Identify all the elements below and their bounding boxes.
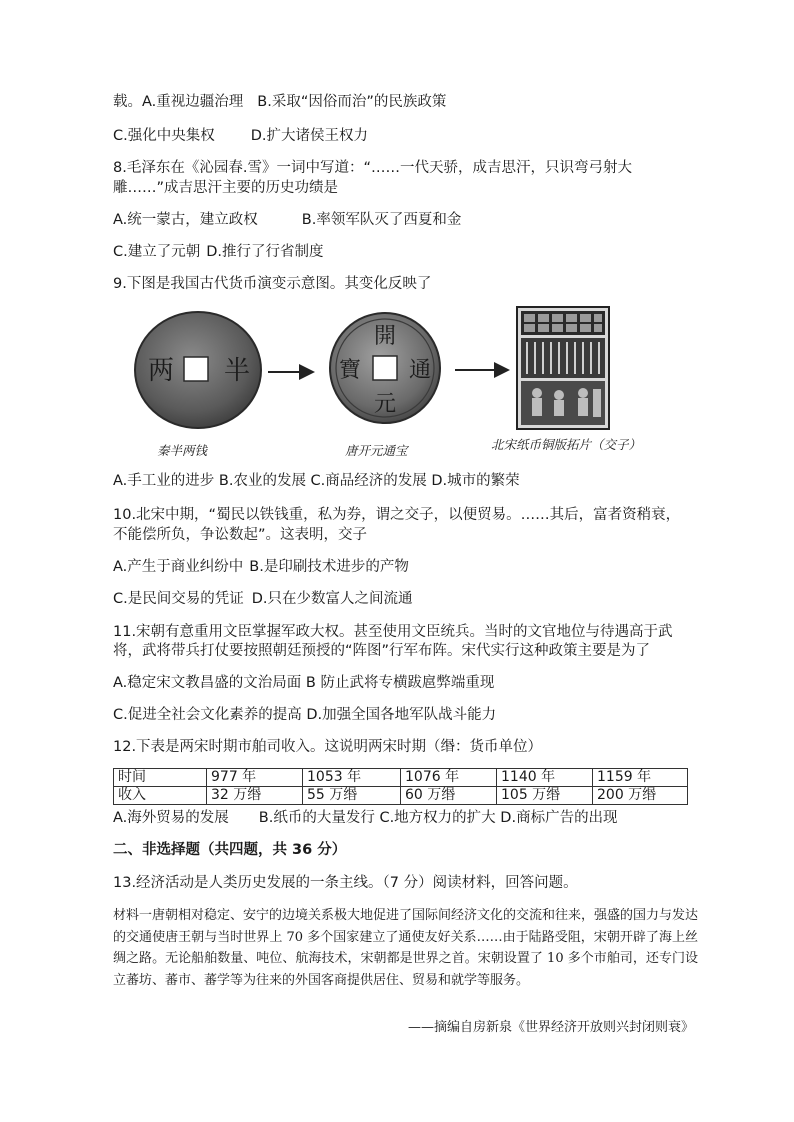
q13-material-source: ——摘编自房新泉《世界经济开放则兴封闭则衰》 <box>407 1020 694 1035</box>
q9-options[interactable]: A.手工业的进步 B.农业的发展 C.商品经济的发展 D.城市的繁荣 <box>113 473 520 489</box>
caption-song-jiaozi: 北宋纸币铜版拓片（交子） <box>491 437 642 452</box>
tang-coin-char-right: 通 <box>408 358 432 383</box>
q10-options-line-2 <box>113 589 413 609</box>
table-cell: 105 万缗 <box>497 787 593 805</box>
q10-stem-1: 10.北宋中期，“蜀民以铁钱重，私为券，谓之交子，以便贸易。……其后，富者资稍衰， <box>113 507 681 523</box>
q8-option-b[interactable]: B.率领军队灭了西夏和金 <box>301 212 462 228</box>
table-cell: 1053 年 <box>303 769 401 787</box>
q12-options <box>113 808 618 828</box>
q8-option-c[interactable]: C.建立了元朝 <box>113 244 201 260</box>
table-cell: 200 万缗 <box>593 787 688 805</box>
q10-option-b[interactable]: B.是印刷技术进步的产物 <box>249 559 409 575</box>
q7-option-c[interactable]: C.强化中央集权 <box>113 128 215 144</box>
q11-options-cd[interactable]: C.促进全社会文化素养的提高 D.加强全国各地军队战斗能力 <box>113 707 497 723</box>
section-2-heading: 二、非选择题（共四题，共 36 分） <box>113 842 347 858</box>
song-jiaozi-plate-rubbing <box>517 307 609 429</box>
caption-tang-coin: 唐开元通宝 <box>345 443 408 458</box>
tang-kaiyuan-coin <box>330 313 440 423</box>
q7-option-d[interactable]: D.扩大诸侯王权力 <box>250 128 369 144</box>
table-cell: 时间 <box>114 769 207 787</box>
q7-options-line-1 <box>113 92 446 112</box>
q12-options-bcd[interactable]: B.纸币的大量发行 C.地方权力的扩大 D.商标广告的出现 <box>258 810 618 826</box>
table-cell: 55 万缗 <box>303 787 401 805</box>
q10-option-d[interactable]: D.只在少数富人之间流通 <box>251 591 413 607</box>
table-cell: 1159 年 <box>593 769 688 787</box>
table-cell: 32 万缗 <box>207 787 303 805</box>
q13-material-one: 材料一唐朝相对稳定、安宁的边境关系极大地促进了国际间经济文化的交流和往来，强盛的国力与发达的交通使唐王朝与当时世界上 70 多个国家建立了通使友好关系……由于陆路受阻，宋朝开辟了海上丝绸之路。无论船舶数量、吨位、航海技术，宋朝都是世界之首。宋朝设置了 10 多个市舶司，还专门设立蕃坊、蕃市、蕃学等为往来的外国客商提供居住、贸易和就学等服务。 <box>113 908 699 988</box>
q7-option-b[interactable]: B.采取“因俗而治”的民族政策 <box>257 94 447 110</box>
q7-option-a[interactable]: A.重视边疆治理 <box>142 94 244 110</box>
currency-evolution-figure <box>113 305 693 465</box>
tang-coin-char-top: 開 <box>373 324 397 349</box>
table-cell: 1076 年 <box>401 769 497 787</box>
q8-option-a[interactable]: A.统一蒙古，建立政权 <box>113 212 258 228</box>
maritime-trade-income-table <box>113 768 688 805</box>
q7-options-line-2 <box>113 126 368 146</box>
table-row-time <box>114 769 688 787</box>
caption-qin-coin: 秦半两钱 <box>157 443 208 458</box>
q8-options-line-1 <box>113 210 461 230</box>
table-cell: 60 万缗 <box>401 787 497 805</box>
q7-prefix: 载。 <box>113 94 142 110</box>
table-cell: 收入 <box>114 787 207 805</box>
q8-options-line-2 <box>113 242 324 262</box>
q12-option-a[interactable]: A.海外贸易的发展 <box>113 810 229 826</box>
q12-stem: 12.下表是两宋时期市舶司收入。这说明两宋时期（缗：货币单位） <box>113 739 543 755</box>
q8-option-d[interactable]: D.推行了行省制度 <box>206 244 324 260</box>
table-cell: 977 年 <box>207 769 303 787</box>
table-row-income <box>114 787 688 805</box>
qin-coin-char-2: 两 <box>147 356 175 386</box>
q8-stem-2: 雕……”成吉思汗主要的历史功绩是 <box>113 180 339 196</box>
qin-banliang-coin <box>135 312 261 428</box>
q10-option-c[interactable]: C.是民间交易的凭证 <box>113 591 244 607</box>
q9-stem: 9.下图是我国古代货币演变示意图。其变化反映了 <box>113 276 432 292</box>
qin-coin-char-1: 半 <box>223 356 251 386</box>
tang-coin-char-bottom: 元 <box>373 392 397 417</box>
q8-stem-1: 8.毛泽东在《沁园春.雪》一词中写道：“……一代天骄，成吉思汗，只识弯弓射大 <box>113 160 632 176</box>
q10-stem-2: 不能偿所负，争讼数起”。这表明，交子 <box>113 527 368 543</box>
q11-stem-1: 11.宋朝有意重用文臣掌握军政大权。甚至使用文臣统兵。当时的文官地位与待遇高于武 <box>113 624 673 640</box>
q10-options-line-1 <box>113 557 409 577</box>
q10-option-a[interactable]: A.产生于商业纠纷中 <box>113 559 244 575</box>
q13-stem: 13.经济活动是人类历史发展的一条主线。（7 分）阅读材料，回答问题。 <box>113 875 578 891</box>
table-cell: 1140 年 <box>497 769 593 787</box>
q11-stem-2: 将，武将带兵打仗要按照朝廷预授的“阵图”行军布阵。宋代实行这种政策主要是为了 <box>113 643 651 659</box>
q11-options-ab[interactable]: A.稳定宋文教昌盛的文治局面 B 防止武将专横跋扈弊端重现 <box>113 675 495 691</box>
tang-coin-char-left: 寶 <box>338 358 362 383</box>
